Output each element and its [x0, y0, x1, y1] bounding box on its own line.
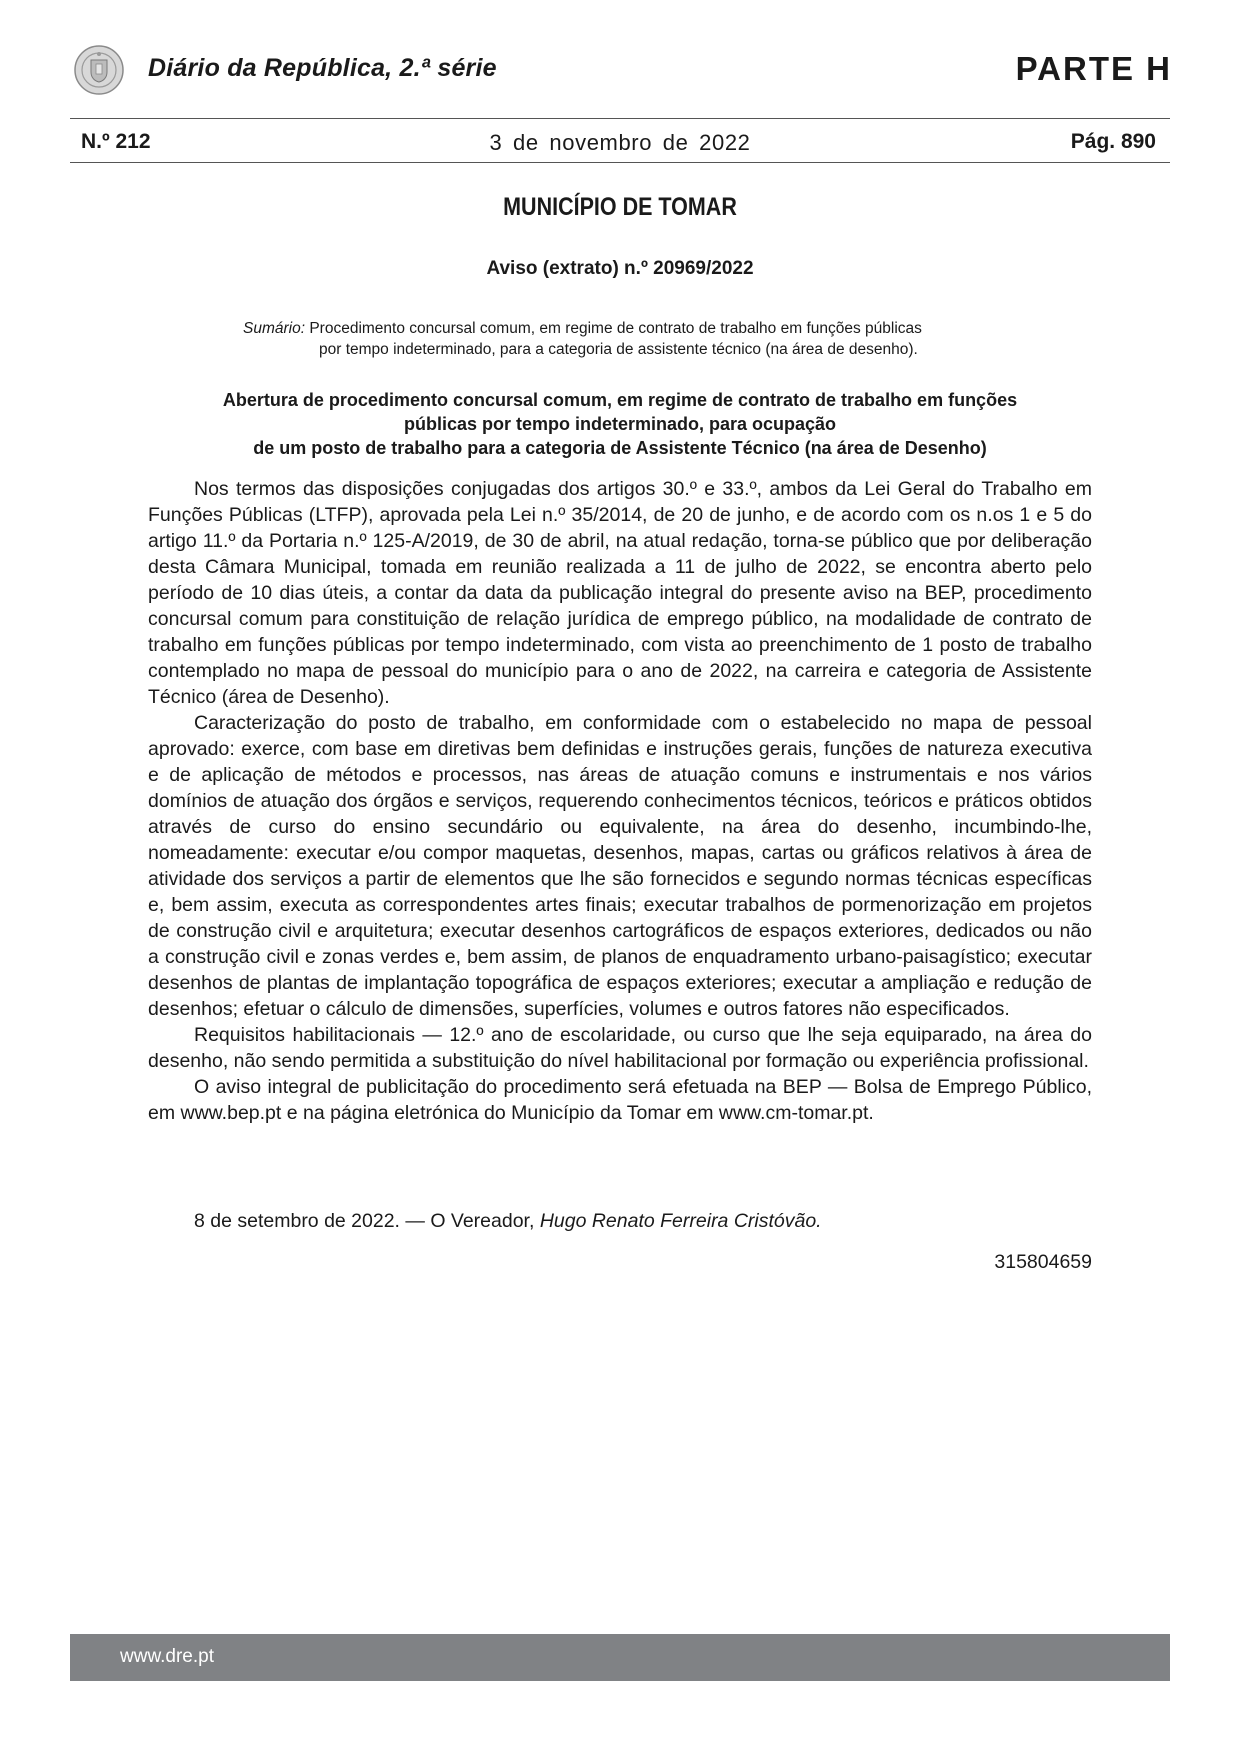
footer-bar — [70, 1634, 1170, 1681]
signature-line — [194, 1210, 822, 1233]
journal-name: Diário da República, — [148, 54, 393, 82]
notice-heading — [120, 388, 1120, 460]
summary-label: Sumário: — [243, 320, 306, 337]
publication-date: 3 de novembro de 2022 — [489, 130, 751, 155]
heading-line: Abertura de procedimento concursal comum, em regime de contrato de trabalho em funções — [222, 390, 1018, 410]
signature-date: 8 de setembro de 2022. — O Vereador, — [194, 1210, 535, 1232]
page-number: Pág. 890 — [1070, 130, 1156, 153]
body-paragraph: Requisitos habilitacionais — 12.º ano de escolaridade, ou curso que lhe seja equiparado, na área do desenho, não sendo permitida a substituição do nível habilitacional por formação ou experiência profissional. — [148, 1024, 1092, 1072]
journal-title — [148, 54, 497, 83]
issuing-entity: MUNICÍPIO DE TOMAR — [503, 193, 737, 221]
body-paragraph: Nos termos das disposições conjugadas dos artigos 30.º e 33.º, ambos da Lei Geral do Trabalho em Funções Públicas (LTFP), aprovada pela Lei n.º 35/2014, de 20 de junho, e de acordo com os n.os 1 e 5 do artigo 11.º da Portaria n.º 125-A/2019, de 30 de abril, na atual redação, torna-se público que por deliberação desta Câmara Municipal, tomada em reunião realizada a 11 de julho de 2022, se encontra aberto pelo período de 10 dias úteis, a contar da data da publicação integral do presente aviso na BEP, procedimento concursal comum para constituição de relação jurídica de emprego público, na modalidade de contrato de trabalho em funções públicas por tempo indeterminado, com vista ao preenchimento de 1 posto de trabalho contemplado no mapa de pessoal do município para o ano de 2022, na carreira e categoria de Assistente Técnico (área de Desenho). — [148, 478, 1092, 708]
header-divider-top — [70, 118, 1170, 119]
footer-url[interactable]: www.dre.pt — [120, 1646, 214, 1667]
notice-number: Aviso (extrato) n.º 20969/2022 — [486, 258, 754, 279]
portuguese-coat-of-arms-icon — [73, 44, 125, 96]
header-divider-bottom — [70, 162, 1170, 163]
body-paragraph: O aviso integral de publicitação do procedimento será efetuada na BEP — Bolsa de Emprego Público, em www.bep.pt e na página eletrónica do Município da Tomar em www.cm-tomar.pt. — [148, 1076, 1092, 1124]
heading-line: públicas por tempo indeterminado, para ocupação — [403, 414, 837, 434]
part-label: PARTE H — [1015, 50, 1172, 87]
notice-body — [148, 476, 1092, 1126]
summary-line-1: Procedimento concursal comum, em regime de contrato de trabalho em funções públicas — [309, 320, 922, 337]
issue-number: N.º 212 — [81, 130, 151, 153]
summary-line-2: por tempo indeterminado, para a categoria de assistente técnico (na área de desenho). — [319, 341, 918, 358]
signatory-name: Hugo Renato Ferreira Cristóvão. — [539, 1210, 822, 1232]
summary — [243, 318, 1023, 360]
journal-series: 2.ª série — [399, 54, 497, 82]
heading-line: de um posto de trabalho para a categoria de Assistente Técnico (na área de Desenho) — [253, 438, 987, 458]
body-paragraph: Caracterização do posto de trabalho, em conformidade com o estabelecido no mapa de pessoal aprovado: exerce, com base em diretivas bem definidas e instruções gerais, funções de natureza executiva e de aplicação de métodos e processos, nas áreas de atuação comuns e instrumentais e nos vários domínios de atuação dos órgãos e serviços, requerendo conhecimentos técnicos, teóricos e práticos obtidos através de curso do ensino secundário ou equivalente, na área do desenho, incumbindo-lhe, nomeadamente: executar e/ou compor maquetas, desenhos, mapas, cartas ou gráficos relativos à área de atividade dos serviços a partir de elementos que lhe são fornecidos e segundo normas técnicas específicas e, bem assim, executa as correspondentes artes finais; executar trabalhos de pormenorização em projetos de construção civil e arquitetura; executar desenhos cartográficos de espaços exteriores, dedicados ou não a construção civil e zonas verdes e, bem assim, de planos de enquadramento urbano-paisagístico; executar desenhos de plantas de implantação topográfica de espaços exteriores; executar a ampliação e redução de desenhos; efetuar o cálculo de dimensões, superfícies, volumes e outros fatores não especificados. — [148, 712, 1092, 1020]
reference-code: 315804659 — [994, 1251, 1092, 1273]
